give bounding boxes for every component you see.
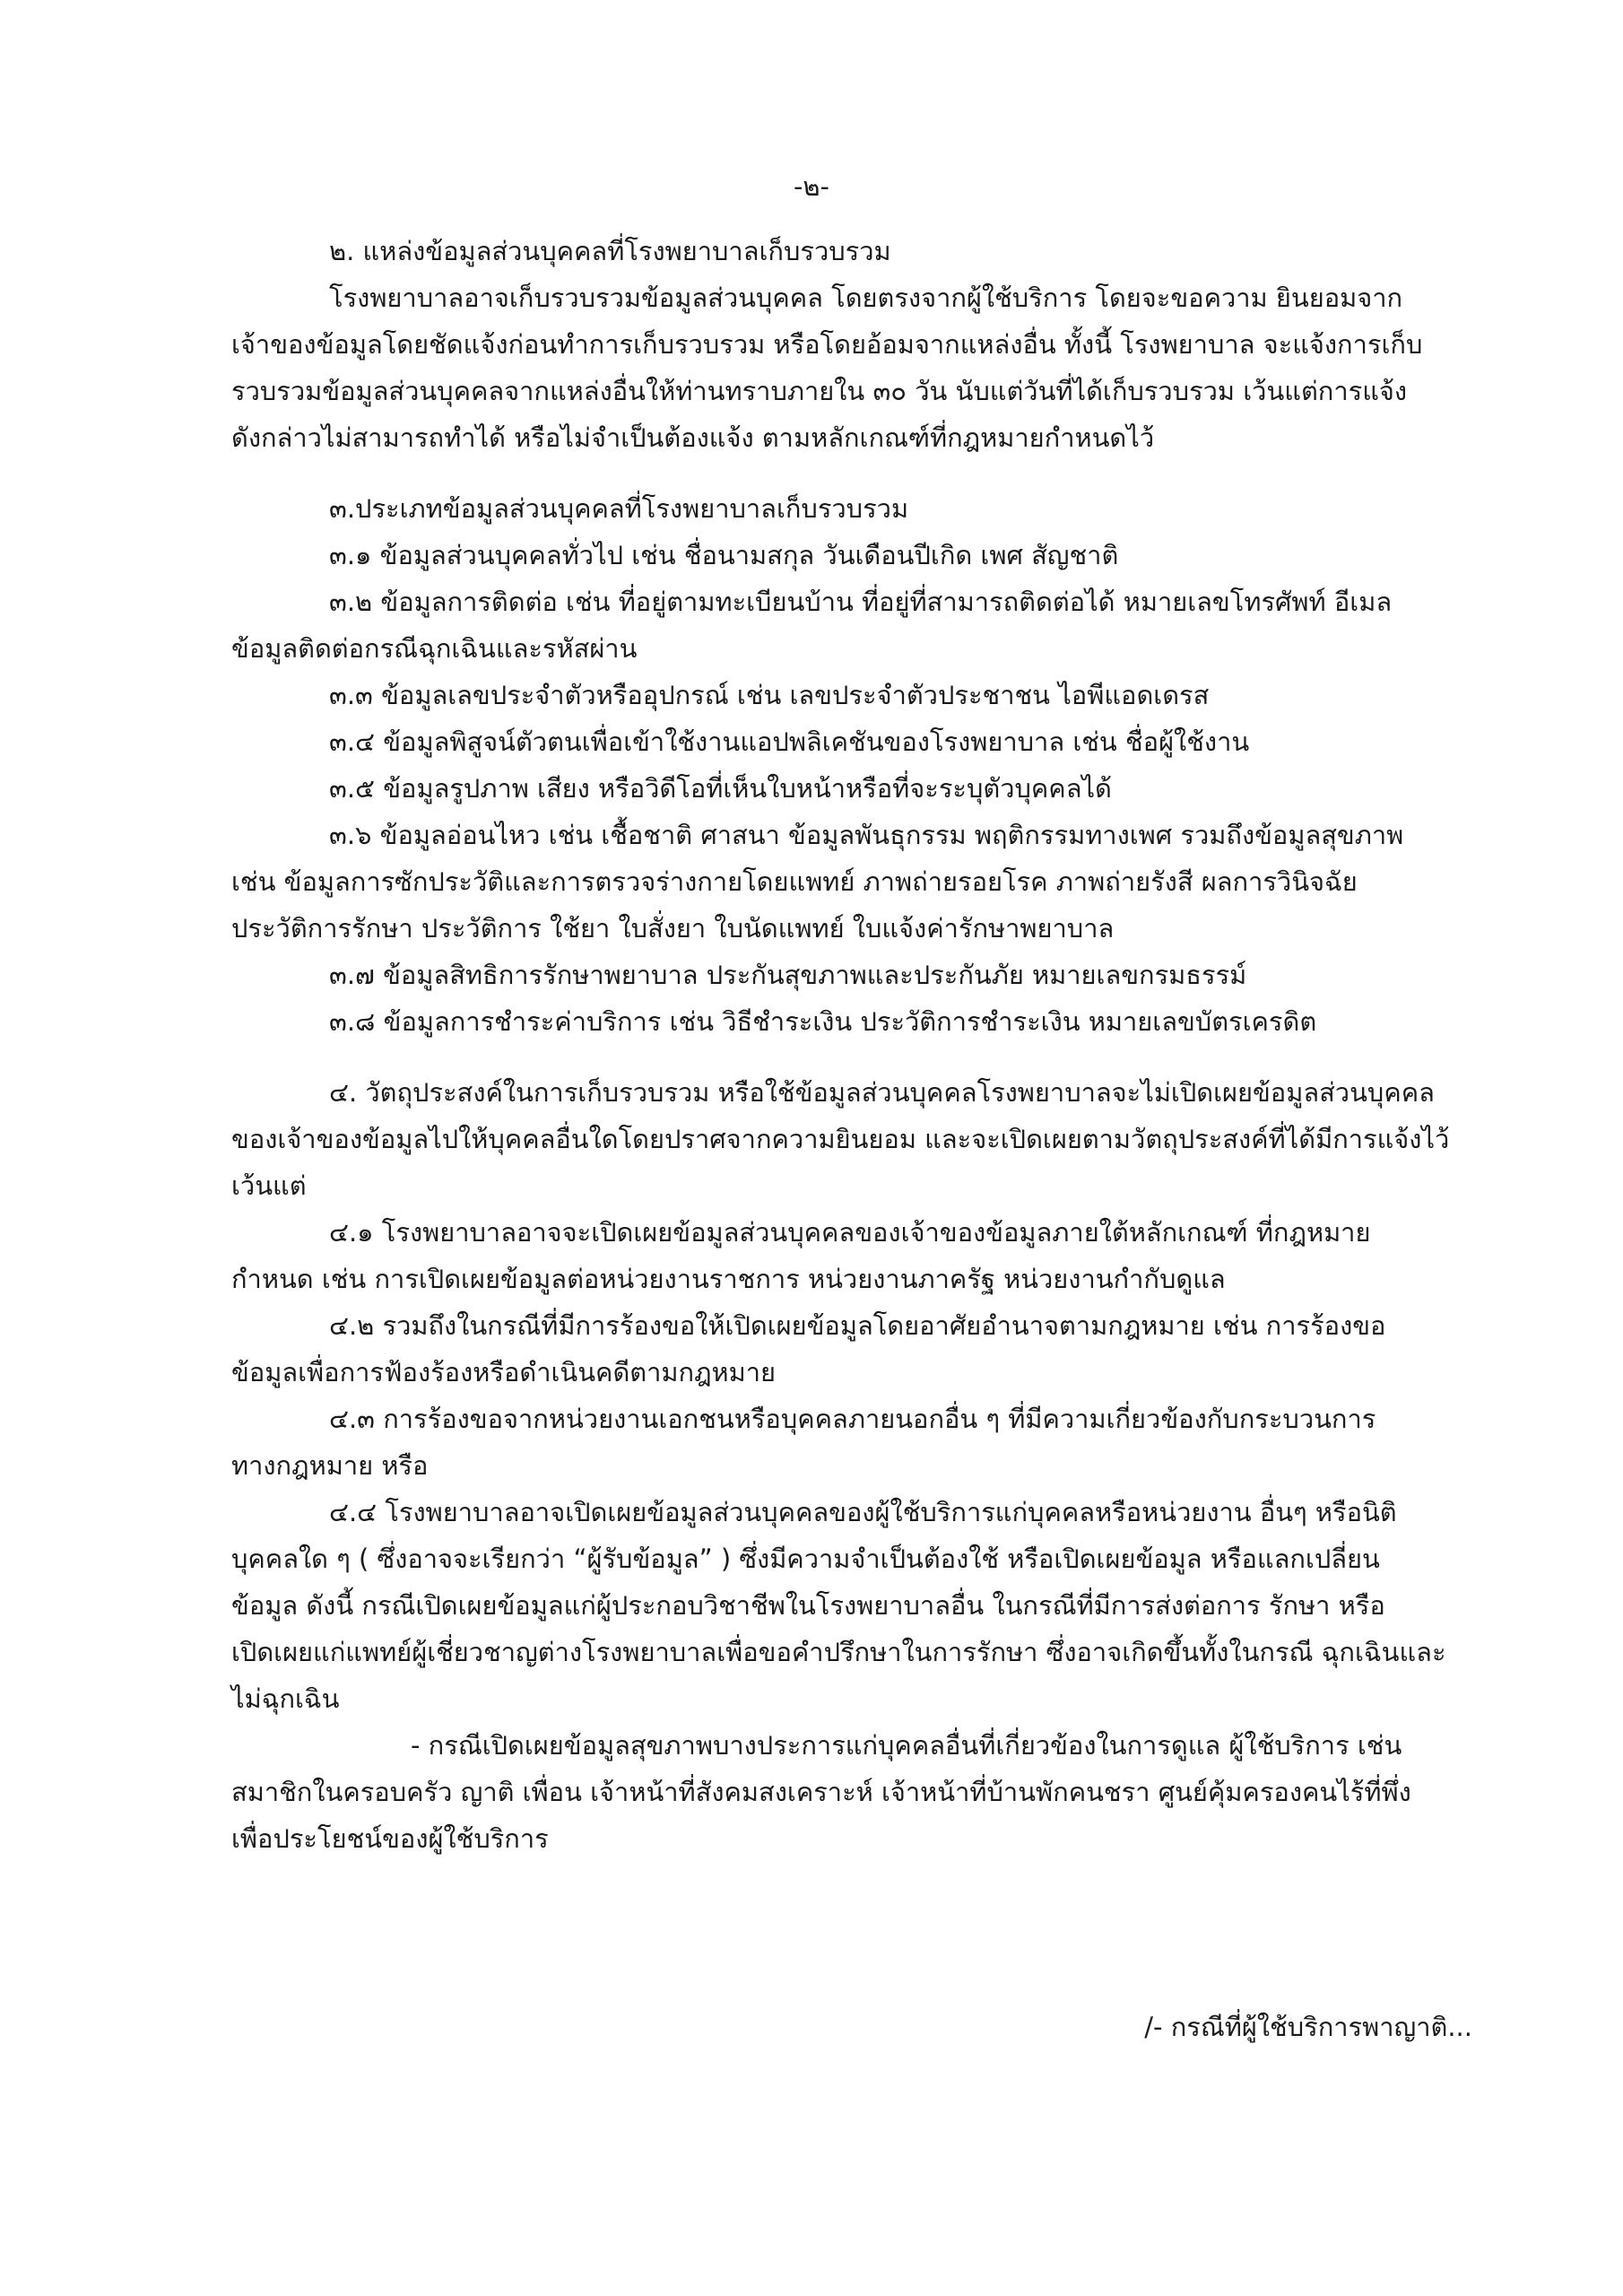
- section-4-line: ข้อมูล ดังนี้ กรณีเปิดเผยข้อมูลแก่ผู้ประกอบวิชาชีพในโรงพยาบาลอื่น ในกรณีที่มีการส่งต่อการ รักษา หรือ: [231, 1590, 1385, 1621]
- section-4-line: เพื่อประโยชน์ของผู้ใช้บริการ: [231, 1823, 549, 1854]
- section-4-line: - กรณีเปิดเผยข้อมูลสุขภาพบางประการแก่บุคคลอื่นที่เกี่ยวข้องในการดูแล ผู้ใช้บริการ เช่น: [411, 1730, 1402, 1761]
- section-2-line: ดังกล่าวไม่สามารถทำได้ หรือไม่จำเป็นต้องแจ้ง ตามหลักเกณฑ์ที่กฎหมายกำหนดไว้: [231, 422, 1155, 453]
- section-4-line: สมาชิกในครอบครัว ญาติ เพื่อน เจ้าหน้าที่สังคมสงเคราะห์ เจ้าหน้าที่บ้านพักคนชรา ศูนย์คุ้มครองคนไร้ที่พึ่ง: [231, 1777, 1411, 1807]
- section-3-item: ๓.๑ ข้อมูลส่วนบุคคลทั่วไป เช่น ชื่อนามสกุล วันเดือนปีเกิด เพศ สัญชาติ: [329, 540, 1119, 570]
- section-4-line: ๔.๔ โรงพยาบาลอาจเปิดเผยข้อมูลส่วนบุคคลของผู้ใช้บริการแก่บุคคลหรือหน่วยงาน อื่นๆ หรือนิติ: [329, 1497, 1397, 1527]
- section-3-item: ๓.๓ ข้อมูลเลขประจำตัวหรืออุปกรณ์ เช่น เลขประจำตัวประชาชน ไอพีแอดเดรส: [329, 680, 1210, 710]
- section-2-heading: ๒. แหล่งข้อมูลส่วนบุคคลที่โรงพยาบาลเก็บรวบรวม: [329, 236, 891, 266]
- section-3-item-continuation: เช่น ข้อมูลการซักประวัติและการตรวจร่างกายโดยแพทย์ ภาพถ่ายรอยโรค ภาพถ่ายรังสี ผลการวินิจฉัย: [231, 866, 1358, 897]
- section-3-item-continuation: ประวัติการรักษา ประวัติการ ใช้ยา ใบสั่งยา ใบนัดแพทย์ ใบแจ้งค่ารักษาพยาบาล: [231, 913, 1115, 944]
- section-3-item: ๓.๖ ข้อมูลอ่อนไหว เช่น เชื้อชาติ ศาสนา ข้อมูลพันธุกรรม พฤติกรรมทางเพศ รวมถึงข้อมูลสุขภาพ: [329, 820, 1404, 850]
- section-3-item: ๓.๔ ข้อมูลพิสูจน์ตัวตนเพื่อเข้าใช้งานแอปพลิเคชันของโรงพยาบาล เช่น ชื่อผู้ใช้งาน: [329, 726, 1250, 757]
- section-4-line: กำหนด เช่น การเปิดเผยข้อมูลต่อหน่วยงานราชการ หน่วยงานภาครัฐ หน่วยงานกำกับดูแล: [231, 1264, 1226, 1294]
- section-2-line: เจ้าของข้อมูลโดยชัดแจ้งก่อนทำการเก็บรวบรวม หรือโดยอ้อมจากแหล่งอื่น ทั้งนี้ โรงพยาบาล จะแจ้งการเก็บ: [231, 329, 1423, 360]
- section-4-line: ๔.๑ โรงพยาบาลอาจจะเปิดเผยข้อมูลส่วนบุคคลของเจ้าของข้อมูลภายใต้หลักเกณฑ์ ที่กฎหมาย: [329, 1217, 1371, 1248]
- section-4-line: บุคคลใด ๆ ( ซึ่งอาจจะเรียกว่า “ผู้รับข้อมูล” ) ซึ่งมีความจำเป็นต้องใช้ หรือเปิดเผยข้อมูล หรือแลกเปลี่ยน: [231, 1544, 1380, 1574]
- page-number: -๒-: [793, 171, 830, 202]
- section-2-line: รวบรวมข้อมูลส่วนบุคคลจากแหล่งอื่นให้ท่านทราบภายใน ๓๐ วัน นับแต่วันที่ได้เก็บรวบรวม เว้นแต่การแจ้ง: [231, 376, 1408, 406]
- section-4-line: ข้อมูลเพื่อการฟ้องร้องหรือดำเนินคดีตามกฎหมาย: [231, 1357, 777, 1387]
- section-4-line: ๔. วัตถุประสงค์ในการเก็บรวบรวม หรือใช้ข้อมูลส่วนบุคคลโรงพยาบาลจะไม่เปิดเผยข้อมูลส่วนบุคคล: [329, 1077, 1435, 1108]
- section-4-line: ของเจ้าของข้อมูลไปให้บุคคลอื่นใดโดยปราศจากความยินยอม และจะเปิดเผยตามวัตถุประสงค์ที่ได้มีการแจ้งไว้: [231, 1124, 1450, 1154]
- section-4-line: ทางกฎหมาย หรือ: [231, 1450, 429, 1481]
- section-3-item-continuation: ข้อมูลติดต่อกรณีฉุกเฉินและรหัสผ่าน: [231, 633, 638, 664]
- section-2-line: โรงพยาบาลอาจเก็บรวบรวมข้อมูลส่วนบุคคล โดยตรงจากผู้ใช้บริการ โดยจะขอความ ยินยอมจาก: [329, 283, 1403, 313]
- section-4-line: ๔.๒ รวมถึงในกรณีที่มีการร้องขอให้เปิดเผยข้อมูลโดยอาศัยอำนาจตามกฎหมาย เช่น การร้องขอ: [329, 1310, 1386, 1341]
- section-3-item: ๓.๒ ข้อมูลการติดต่อ เช่น ที่อยู่ตามทะเบียนบ้าน ที่อยู่ที่สามารถติดต่อได้ หมายเลขโทรศัพท์ อีเมล: [329, 587, 1393, 617]
- section-3-item: ๓.๗ ข้อมูลสิทธิการรักษาพยาบาล ประกันสุขภาพและประกันภัย หมายเลขกรมธรรม์: [329, 960, 1247, 990]
- section-3-item: ๓.๘ ข้อมูลการชำระค่าบริการ เช่น วิธีชำระเงิน ประวัติการชำระเงิน หมายเลขบัตรเครดิต: [329, 1006, 1317, 1037]
- section-4-line: ไม่ฉุกเฉิน: [231, 1683, 340, 1714]
- section-3-item: ๓.๕ ข้อมูลรูปภาพ เสียง หรือวิดีโอที่เห็นใบหน้าหรือที่จะระบุตัวบุคคลได้: [329, 773, 1112, 804]
- section-3-heading: ๓.ประเภทข้อมูลส่วนบุคคลที่โรงพยาบาลเก็บรวบรวม: [329, 493, 909, 524]
- section-4-line: เว้นแต่: [231, 1170, 307, 1201]
- section-4-line: ๔.๓ การร้องขอจากหน่วยงานเอกชนหรือบุคคลภายนอกอื่น ๆ ที่มีความเกี่ยวข้องกับกระบวนการ: [329, 1404, 1376, 1434]
- continuation-note: /- กรณีที่ผู้ใช้บริการพาญาติ...: [1144, 2012, 1472, 2042]
- section-4-line: เปิดเผยแก่แพทย์ผู้เชี่ยวชาญต่างโรงพยาบาลเพื่อขอคำปรึกษาในการรักษา ซึ่งอาจเกิดขึ้นทั้งในกรณี ฉุกเฉินและ: [231, 1637, 1446, 1667]
